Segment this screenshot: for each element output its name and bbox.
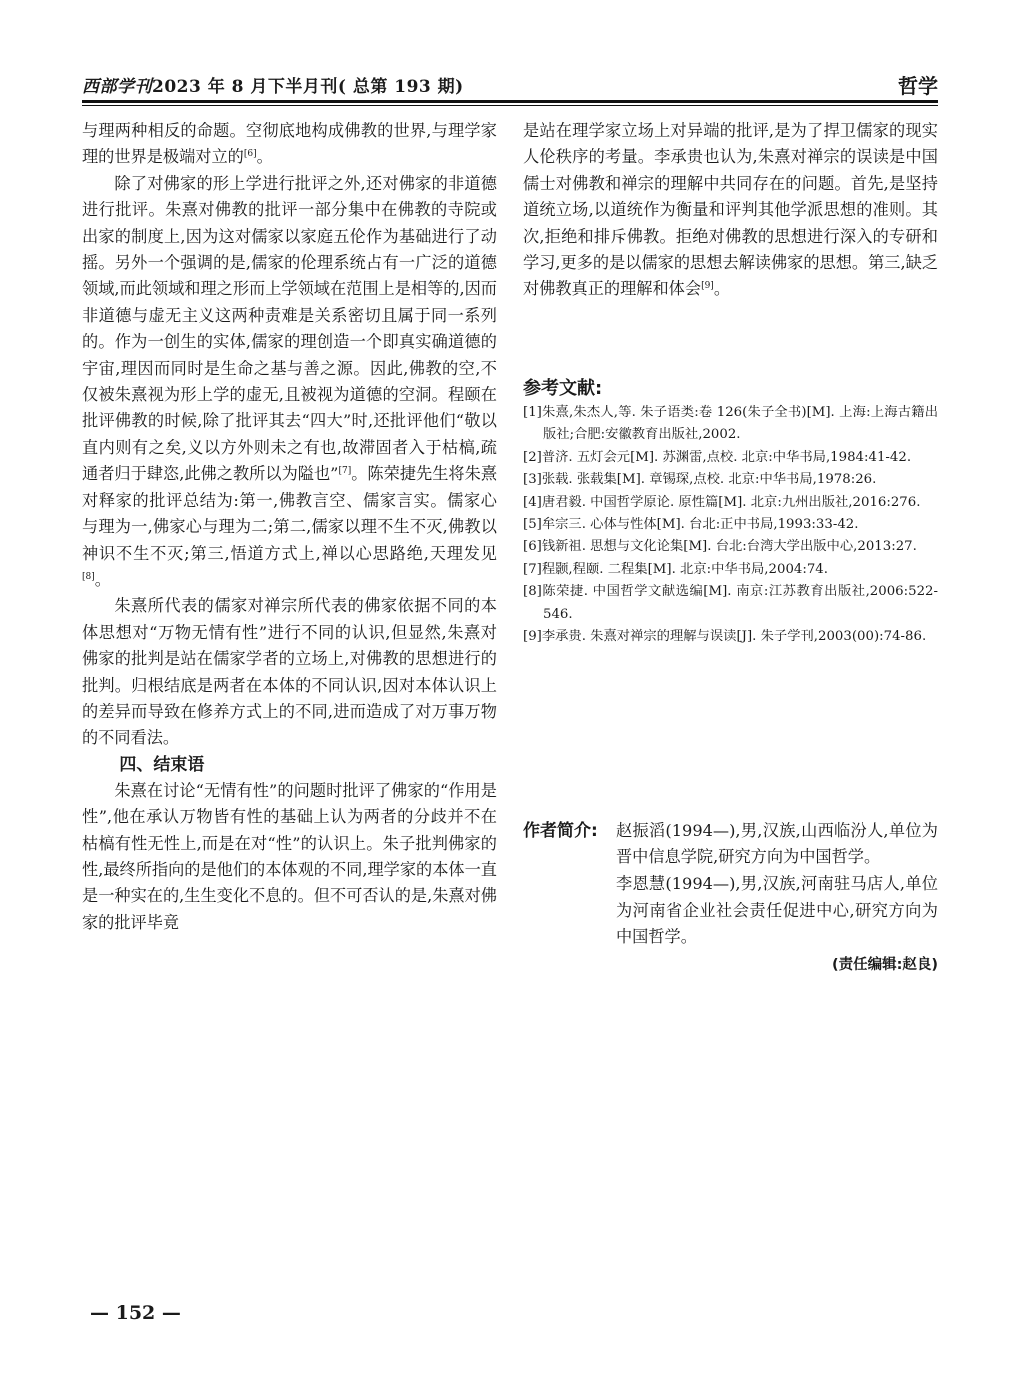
author-entry: 李恩慧(1994—),男,汉族,河南驻马店人,单位为河南省企业社会责任促进中心,研究方向为中国哲学。: [616, 874, 938, 946]
journal-name: 西部学刊: [82, 77, 152, 97]
citation: [6]: [243, 149, 257, 160]
author-info: [523, 818, 938, 978]
paragraph: 除了对佛家的形上学进行批评之外,还对佛家的非道德进行批评。朱熹对佛教的批评一部分集中在佛教的寺院或出家的制度上,因为这对儒家以家庭五伦作为基础进行了动摇。另外一个强调的是,儒家的伦理系统占有一广泛的道德领域,而此领域和理之形而上学领域在范围上是相等的,因而非道德与虚无主义这两种责难是关系密切且属于同一系列的。作为一创生的实体,儒家的理创造一个即真实确道德的宇宙,理因而同时是生命之基与善之源。因此,佛教的空,不仅被朱熹视为形上学的虚无,且被视为道德的空洞。程颐在批评佛教的时候,除了批评其去“四大”时,还批评他们“敬以直内则有之矣,义以方外则未之有也,故滞固者入于枯槁,疏通者归于肆恣,此佛之教所以为隘也”[7]。陈荣捷先生将朱熹对释家的批评总结为:第一,佛教言空、儒家言实。儒家心与理为一,佛家心与理为二;第二,儒家以理不生不灭,佛教以神识不生不灭;第三,悟道方式上,禅以心思路绝,天理发见[8]。: [82, 173, 498, 589]
left-column: [82, 118, 497, 936]
citation: [8]: [82, 571, 95, 582]
author-entry: 赵振滔(1994—),男,汉族,山西临汾人,单位为晋中信息学院,研究方向为中国哲学。: [616, 821, 938, 867]
paragraph: 是站在理学家立场上对异端的批评,是为了捍卫儒家的现实人伦秩序的考量。李承贵也认为,朱熹对禅宗的误读是中国儒士对佛教和禅宗的理解中共同存在的问题。首先,是坚持道统立场,以道统作为衡量和评判其他学派思想的准则。其次,拒绝和排斥佛教。拒绝对佛教的思想进行深入的专研和学习,更多的是以儒家的思想去解读佛家的思想。第三,缺乏对佛教真正的理解和体会[9]。: [523, 121, 938, 299]
reference-item: [8]陈荣捷. 中国哲学文献选编[M]. 南京:江苏教育出版社,2006:522-546.: [523, 584, 938, 622]
header-rule-thin: [82, 105, 938, 106]
reference-item: [3]张载. 张载集[M]. 章锡琛,点校. 北京:中华书局,1978:26.: [523, 472, 877, 488]
paragraph: 朱熹所代表的儒家对禅宗所代表的佛家依据不同的本体思想对“万物无情有性”进行不同的认识,但显然,朱熹对佛家的批判是站在儒家学者的立场上,对佛教的思想进行的批判。归根结底是两者在本体的不同认识,因对本体认识上的差异而导致在修养方式上的不同,进而造成了对万事万物的不同看法。: [82, 596, 497, 748]
references-title: 参考文献:: [523, 378, 603, 399]
reference-item: [9]李承贵. 朱熹对禅宗的理解与误读[J]. 朱子学刊,2003(00):74-86.: [523, 629, 927, 645]
header-rule-thick: [82, 100, 938, 103]
reference-item: [1]朱熹,朱杰人,等. 朱子语类:卷 126(朱子全书)[M]. 上海:上海古籍出版社;合肥:安徽教育出版社,2002.: [523, 405, 938, 443]
issue-info: 2023 年 8 月下半月刊( 总第 193 期): [152, 77, 464, 97]
reference-item: [7]程颢,程颐. 二程集[M]. 北京:中华书局,2004:74.: [523, 561, 828, 577]
reference-item: [6]钱新祖. 思想与文化论集[M]. 台北:台湾大学出版中心,2013:27.: [523, 539, 917, 555]
reference-item: [4]唐君毅. 中国哲学原论. 原性篇[M]. 北京:九州出版社,2016:276.: [523, 494, 921, 510]
paragraph: 朱熹在讨论“无情有性”的问题时批评了佛家的“作用是性”,他在承认万物皆有性的基础上认为两者的分歧并不在枯槁有性无性上,而是在对“性”的认识上。朱子批判佛家的性,最终所指向的是他们的本体观的不同,理学家的本体一直是一种实在的,生生变化不息的。但不可否认的是,朱熹对佛家的批评毕竟: [82, 780, 497, 932]
right-column: [523, 118, 938, 303]
page-number: — 152 —: [90, 1302, 181, 1324]
author-label: 作者简介:: [523, 821, 598, 841]
section-tag: 哲学: [898, 74, 938, 98]
journal-masthead: [82, 72, 464, 97]
page-header: [82, 70, 938, 100]
citation: [9]: [701, 281, 714, 292]
references-list: [523, 402, 938, 648]
citation: [7]: [338, 466, 352, 477]
reference-item: [5]牟宗三. 心体与性体[M]. 台北:正中书局,1993:33-42.: [523, 517, 859, 533]
reference-item: [2]普济. 五灯会元[M]. 苏渊雷,点校. 北京:中华书局,1984:41-42.: [523, 449, 912, 465]
editor-credit: (责任编辑:赵良): [831, 957, 938, 974]
paragraph: 与理两种相反的命题。空彻底地构成佛教的世界,与理学家理的世界是极端对立的[6]。: [82, 121, 497, 167]
section-heading: 四、结束语: [119, 754, 205, 775]
